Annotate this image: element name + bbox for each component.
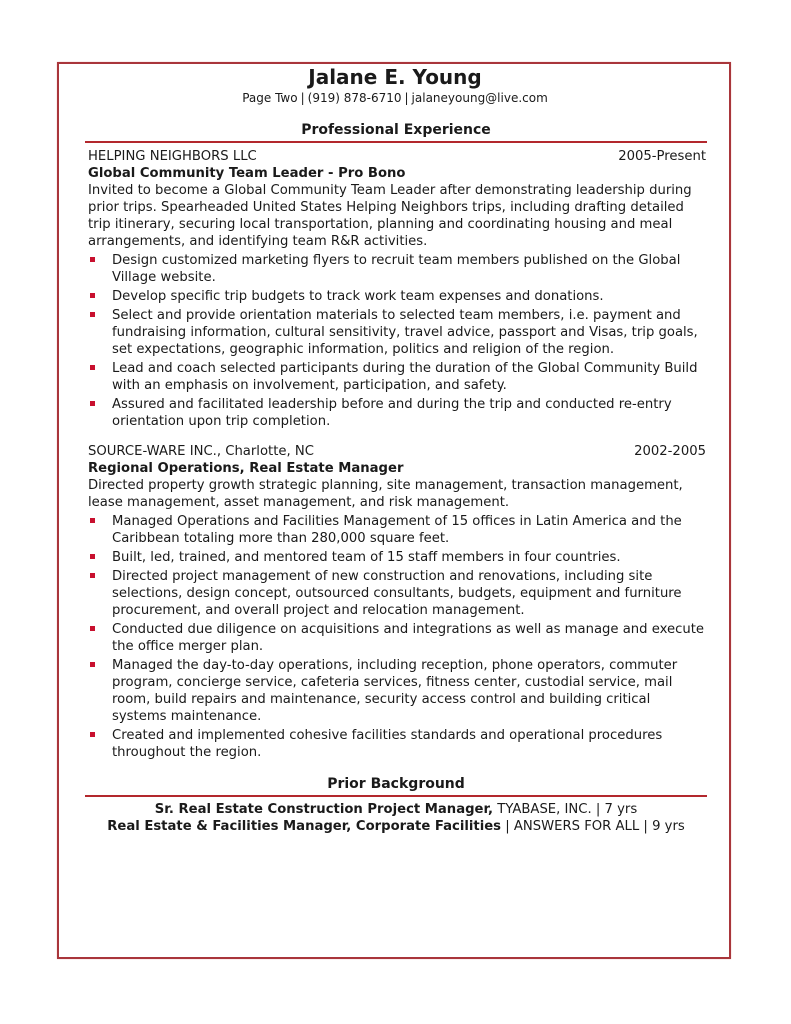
job-entry [88, 443, 706, 763]
bullet-text: Built, led, trained, and mentored team of 15 staff members in four countries. [112, 550, 621, 565]
list-item [88, 727, 706, 761]
bullet-text: Directed project management of new construction and renovations, including site selections, design concept, outsourced consultants, budgets, equipment and furniture procurement, and overall project and relocation management. [112, 569, 682, 618]
square-bullet-icon [90, 518, 95, 523]
square-bullet-icon [90, 732, 95, 737]
job-header [88, 443, 706, 460]
prior-role: Real Estate & Facilities Manager, Corporate Facilities [107, 819, 502, 834]
prior-detail: TYABASE, INC. | 7 yrs [497, 802, 638, 817]
phone: (919) 878-6710 [307, 91, 402, 105]
square-bullet-icon [90, 554, 95, 559]
separator: | [404, 91, 409, 105]
square-bullet-icon [90, 626, 95, 631]
square-bullet-icon [90, 293, 95, 298]
bullet-text: Develop specific trip budgets to track work team expenses and donations. [112, 289, 604, 304]
prior-role: Sr. Real Estate Construction Project Manager, [154, 802, 494, 817]
job-bullets [88, 513, 706, 761]
list-item [88, 360, 706, 394]
bullet-text: Design customized marketing flyers to recruit team members published on the Global Village website. [112, 253, 681, 285]
separator: | [300, 91, 305, 105]
bullet-text: Assured and facilitated leadership before and during the trip and conducted re-entry orientation upon trip completion. [112, 397, 672, 429]
job-bullets [88, 252, 706, 430]
list-item [88, 396, 706, 430]
list-item [88, 252, 706, 286]
job-title: Regional Operations, Real Estate Manager [88, 461, 404, 476]
section-divider [85, 141, 707, 143]
bullet-text: Lead and coach selected participants during the duration of the Global Community Build with an emphasis on involvement, participation, and safety. [112, 361, 698, 393]
bullet-text: Managed the day-to-day operations, including reception, phone operators, commuter program, concierge service, cafeteria services, fitness center, custodial service, mail room, build repairs and maintenance, security access control and building critical systems maintenance. [112, 658, 678, 724]
job-entry [88, 148, 706, 432]
section-title-prior-background: Prior Background [327, 776, 465, 792]
section-title-experience: Professional Experience [301, 122, 491, 138]
prior-detail: | ANSWERS FOR ALL | 9 yrs [505, 819, 685, 834]
list-item [88, 549, 706, 566]
prior-role-entry [85, 818, 707, 835]
square-bullet-icon [90, 312, 95, 317]
square-bullet-icon [90, 573, 95, 578]
resume-header [57, 64, 733, 106]
list-item [88, 307, 706, 358]
company-name: SOURCE-WARE INC., Charlotte, NC [88, 444, 314, 459]
section-divider [85, 795, 707, 797]
list-item [88, 621, 706, 655]
candidate-name: Jalane E. Young [308, 65, 482, 89]
prior-role-entry [85, 801, 707, 818]
job-summary: Invited to become a Global Community Team Leader after demonstrating leadership during prior trips. Spearheaded United States Helping Neighbors trips, including drafting detailed trip itinerary, securing local transportation, planning and coordinating housing and meal arrangements, and identifying team R&R activities. [88, 183, 692, 249]
square-bullet-icon [90, 365, 95, 370]
job-summary: Directed property growth strategic planning, site management, transaction management, lease management, asset management, and risk management. [88, 478, 683, 510]
square-bullet-icon [90, 662, 95, 667]
bullet-text: Conducted due diligence on acquisitions and integrations as well as manage and execute the office merger plan. [112, 622, 705, 654]
bullet-text: Select and provide orientation materials to selected team members, i.e. payment and fundraising information, cultural sensitivity, travel advice, passport and Visas, trip goals, set expectations, geographic information, politics and religion of the region. [112, 308, 698, 357]
email: jalaneyoung@live.com [411, 91, 548, 105]
prior-background-list [85, 801, 707, 835]
list-item [88, 657, 706, 725]
list-item [88, 288, 706, 305]
list-item [88, 568, 706, 619]
job-title: Global Community Team Leader - Pro Bono [88, 166, 406, 181]
job-dates: 2005-Present [618, 149, 706, 164]
square-bullet-icon [90, 401, 95, 406]
bullet-text: Created and implemented cohesive facilities standards and operational procedures throughout the region. [112, 728, 663, 760]
job-dates: 2002-2005 [634, 444, 706, 459]
contact-line [57, 90, 733, 106]
page-label: Page Two [242, 91, 298, 105]
square-bullet-icon [90, 257, 95, 262]
job-header [88, 148, 706, 165]
company-name: HELPING NEIGHBORS LLC [88, 149, 257, 164]
bullet-text: Managed Operations and Facilities Management of 15 offices in Latin America and the Caribbean totaling more than 280,000 square feet. [112, 514, 682, 546]
list-item [88, 513, 706, 547]
